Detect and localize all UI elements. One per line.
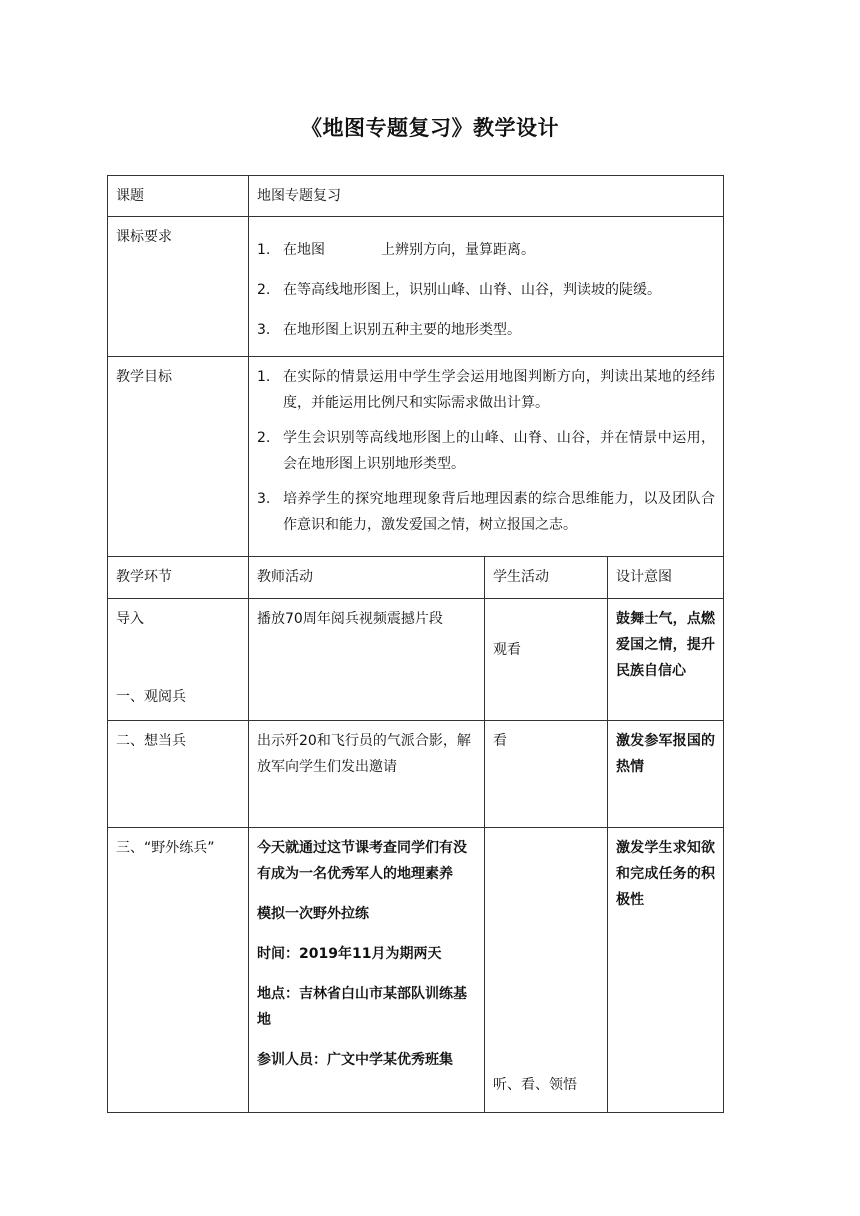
header-stage: 教学环节 (108, 557, 249, 599)
goal-item: 3. 培养学生的探究地理现象背后地理因素的综合思维能力，以及团队合作意识和能力，激发爱国之情，树立报国之志。 (257, 491, 716, 533)
header-row (108, 557, 724, 599)
header-student: 学生活动 (485, 557, 608, 599)
teacher-cell: 播放70周年阅兵视频震撼片段 (249, 599, 485, 721)
student-cell: 看 (485, 721, 608, 828)
stage-sublabel: 一、观阅兵 (116, 689, 186, 705)
stage-cell (108, 599, 249, 721)
curriculum-item: 2. 在等高线地形图上，识别山峰、山脊、山谷，判读坡的陡缓。 (257, 282, 661, 298)
stage-label: 导入 (116, 611, 144, 627)
document-title: 《地图专题复习》教学设计 (301, 116, 559, 140)
header-teacher: 教师活动 (249, 557, 485, 599)
intent-cell: 激发学生求知欲和完成任务的积极性 (608, 828, 724, 1113)
teacher-line: 参训人员：广文中学某优秀班集 (257, 1052, 453, 1068)
teacher-line: 模拟一次野外拉练 (257, 906, 369, 922)
goal-item: 2. 学生会识别等高线地形图上的山峰、山脊、山谷，并在情景中运用，会在地形图上识别地形类型。 (257, 430, 716, 472)
intent-cell: 激发参军报国的热情 (608, 721, 724, 828)
teacher-line: 今天就通过这节课考查同学们有没有成为一名优秀军人的地理素养 (257, 840, 467, 882)
topic-value: 地图专题复习 (249, 176, 724, 217)
student-cell: 听、看、领悟 (485, 828, 608, 1113)
teacher-cell: 出示歼20和飞行员的气派合影，解放军向学生们发出邀请 (249, 721, 485, 828)
goals-row (108, 357, 724, 557)
stage-cell: 二、想当兵 (108, 721, 249, 828)
intent-cell: 鼓舞士气，点燃爱国之情，提升民族自信心 (608, 599, 724, 721)
lesson-plan-table (107, 175, 724, 1113)
header-intent: 设计意图 (608, 557, 724, 599)
table-row (108, 721, 724, 828)
teacher-cell (249, 828, 485, 1113)
table-row (108, 828, 724, 1113)
teacher-line: 时间：2019年11月为期两天 (257, 946, 442, 962)
topic-label: 课题 (108, 176, 249, 217)
table-row (108, 599, 724, 721)
curriculum-row (108, 217, 724, 357)
curriculum-label: 课标要求 (108, 217, 249, 357)
student-cell: 观看 (485, 599, 608, 721)
teacher-line: 地点：吉林省白山市某部队训练基地 (257, 986, 467, 1028)
topic-row (108, 176, 724, 217)
goals-label: 教学目标 (108, 357, 249, 557)
stage-cell: 三、“野外练兵” (108, 828, 249, 1113)
curriculum-list (249, 217, 724, 357)
curriculum-item: 3. 在地形图上识别五种主要的地形类型。 (257, 322, 521, 338)
curriculum-item: 1. 在地图 上辨别方向，量算距离。 (257, 242, 535, 258)
goals-list (249, 357, 724, 557)
goal-item: 1. 在实际的情景运用中学生学会运用地图判断方向，判读出某地的经纬度，并能运用比例尺和实际需求做出计算。 (257, 369, 716, 411)
